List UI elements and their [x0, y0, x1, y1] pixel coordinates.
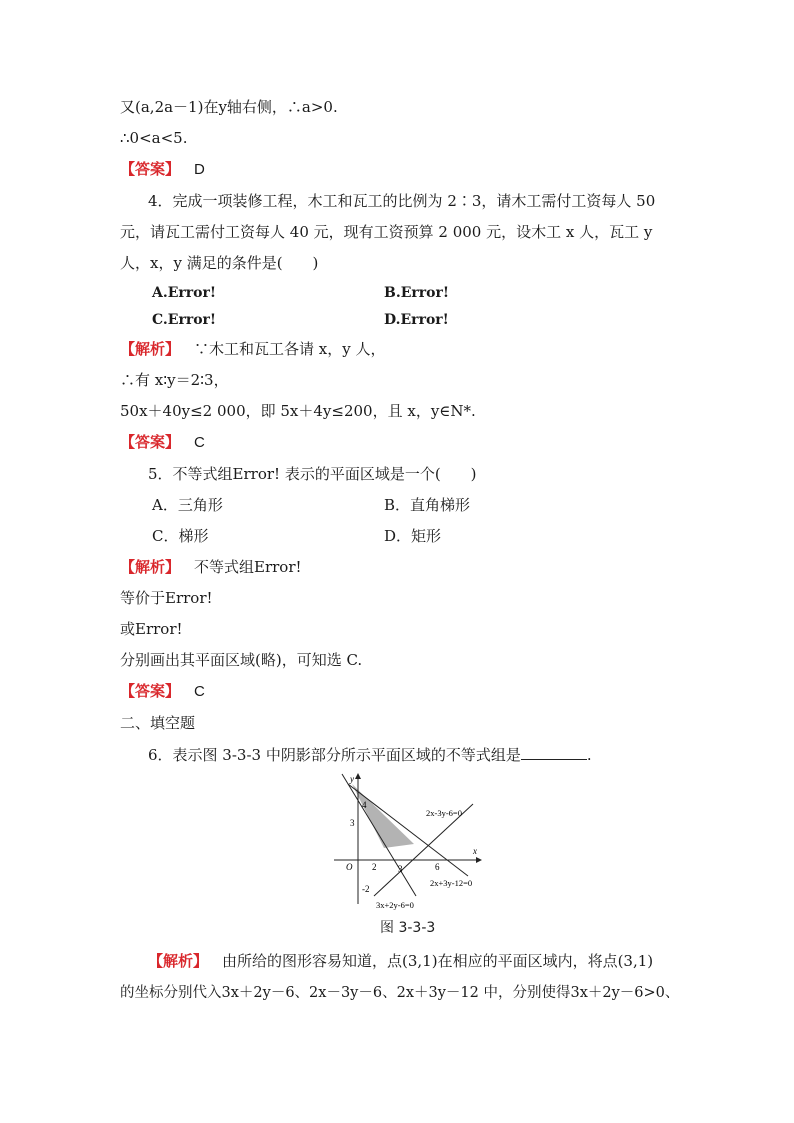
- solution-5-line-4: 分别画出其平面区域(略)，可知选 C.: [120, 651, 363, 669]
- question-6: [148, 745, 592, 765]
- solution-6-line-1: [148, 951, 653, 971]
- solution-tag: 【解析】: [120, 340, 181, 358]
- figure-3-3-3: [328, 772, 498, 912]
- question-5: 5．不等式组Error! 表示的平面区域是一个( ): [148, 465, 477, 483]
- answer-tag: 【答案】: [120, 682, 181, 700]
- solution-6-line-2: 的坐标分别代入3x＋2y－6、2x－3y－6、2x＋3y－12 中，分别使得3x＋2y－6>0、: [120, 985, 680, 1001]
- tick-label-x2: 2: [372, 862, 377, 872]
- section-heading-fill-in: 二、填空题: [120, 714, 196, 732]
- answer-5: [120, 681, 205, 702]
- option-4a: A.Error!: [152, 285, 217, 301]
- line-3x-2y: [342, 774, 416, 896]
- x-axis-label: x: [473, 846, 477, 856]
- question-4-line-1: 4．完成一项装修工程，木工和瓦工的比例为 2∶3，请木工需付工资每人 50: [148, 192, 656, 210]
- solution-text: 由所给的图形容易知道，点(3,1)在相应的平面区域内，将点(3,1): [222, 952, 654, 970]
- option-4c: C.Error!: [152, 312, 217, 328]
- answer-value: C: [194, 434, 205, 451]
- tick-label-yneg2: -2: [362, 884, 370, 894]
- y-axis-label: y: [350, 774, 354, 784]
- answer-tag: 【答案】: [120, 433, 181, 451]
- answer-value: D: [194, 161, 205, 178]
- line-a-positive: 又(a,2a－1)在y轴右侧，∴a>0.: [120, 98, 338, 116]
- equation-label-1: 2x-3y-6=0: [426, 808, 462, 818]
- tick-label-y4: 4: [362, 800, 367, 810]
- solution-5-line-2: 等价于Error!: [120, 589, 213, 607]
- solution-4-line-3: 50x＋40y≤2 000，即 5x＋4y≤200，且 x，y∈N*.: [120, 402, 476, 420]
- y-axis-arrow-icon: [355, 773, 361, 779]
- option-5d: D．矩形: [384, 527, 442, 545]
- tick-label-x3: 3: [398, 864, 403, 874]
- line-a-range: ∴0<a<5.: [120, 129, 188, 147]
- solution-5-line-1: [120, 557, 302, 577]
- answer-3: [120, 159, 205, 180]
- question-4-line-3: 人，x，y 满足的条件是( ): [120, 254, 319, 272]
- answer-value: C: [194, 683, 205, 700]
- equation-label-2: 2x+3y-12=0: [430, 878, 473, 888]
- question-6-text: 6．表示图 3-3-3 中阴影部分所示平面区域的不等式组是: [148, 746, 521, 764]
- option-4b: B.Error!: [384, 285, 449, 301]
- question-4-line-2: 元，请瓦工需付工资每人 40 元，现有工资预算 2 000 元，设木工 x 人，瓦工 y: [120, 223, 653, 241]
- solution-text: ∵木工和瓦工各请 x，y 人，: [194, 340, 386, 358]
- option-5c: C．梯形: [152, 527, 209, 545]
- solution-tag: 【解析】: [120, 558, 181, 576]
- solution-4-line-2: ∴有 x∶y＝2∶3，: [120, 371, 229, 389]
- answer-tag: 【答案】: [120, 160, 181, 178]
- x-axis-arrow-icon: [476, 857, 482, 863]
- origin-label: O: [346, 862, 353, 872]
- tick-label-y3: 3: [350, 818, 355, 828]
- question-6-period: .: [586, 746, 592, 764]
- tick-label-x6: 6: [435, 862, 440, 872]
- solution-tag: 【解析】: [148, 952, 209, 970]
- option-4d: D.Error!: [384, 312, 449, 328]
- line-2x3y: [348, 784, 468, 876]
- answer-blank: [521, 745, 587, 760]
- solution-text: 不等式组Error!: [194, 558, 302, 576]
- figure-caption: 图 3-3-3: [380, 920, 436, 936]
- answer-4: [120, 432, 205, 453]
- solution-5-line-3: 或Error!: [120, 620, 183, 638]
- option-5b: B．直角梯形: [384, 496, 471, 514]
- equation-label-3: 3x+2y-6=0: [376, 900, 414, 910]
- option-5a: A．三角形: [152, 496, 223, 514]
- solution-4-line-1: [120, 339, 386, 359]
